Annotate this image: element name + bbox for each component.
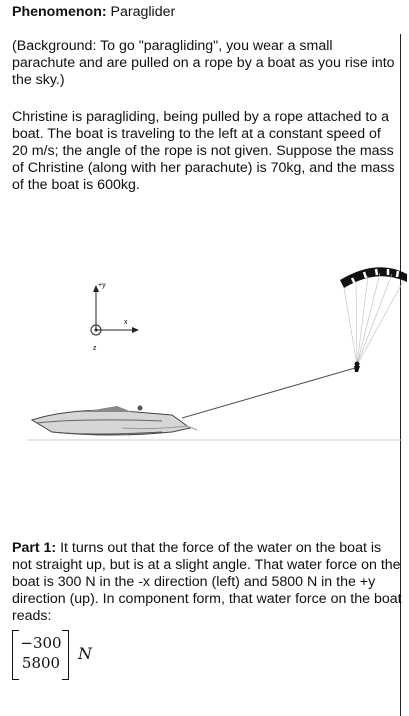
problem-paragraph: Christine is paragliding, being pulled by a rope attached to a boat. The boat is traveling to the left at a constant speed of 20 m/s; the angle of the rope is not given. Suppose the mass of Christine (along with her parachute) is 70kg, and the mass of the boat is 600kg.	[12, 109, 395, 193]
part1-text: It turns out that the force of the water on the boat is not straight up, but is at a slight angle. That water force on the boat is 300 N in the -x direction (left) and 5800 N in the +y direction (up). In component form, that water force on the boat reads:	[12, 540, 402, 624]
tow-rope	[182, 368, 355, 418]
part1-label: Part 1:	[12, 540, 57, 556]
suspension-lines	[344, 273, 404, 365]
phenomenon-heading	[12, 4, 175, 21]
paraglider-scene	[22, 260, 407, 460]
z-axis-label: z	[93, 345, 97, 352]
parachute-canopy	[340, 267, 407, 288]
vector-left-bracket	[12, 630, 19, 680]
phenomenon-label: Phenomenon:	[12, 4, 107, 20]
part1-paragraph	[12, 540, 402, 625]
force-unit: N	[78, 644, 92, 663]
force-y-component: 5800	[21, 654, 61, 672]
x-axis-label: x	[124, 319, 128, 326]
vector-right-bracket	[62, 630, 69, 680]
y-axis-label: +y	[98, 282, 106, 289]
phenomenon-topic: Paraglider	[110, 4, 176, 20]
boat-illustration	[32, 406, 197, 436]
paraglider-person	[354, 362, 360, 373]
background-paragraph: (Background: To go "paragliding", you wear a small parachute and are pulled on a rope by a boat as you rise into the sky.)	[12, 38, 395, 88]
force-x-component: −300	[20, 634, 62, 652]
